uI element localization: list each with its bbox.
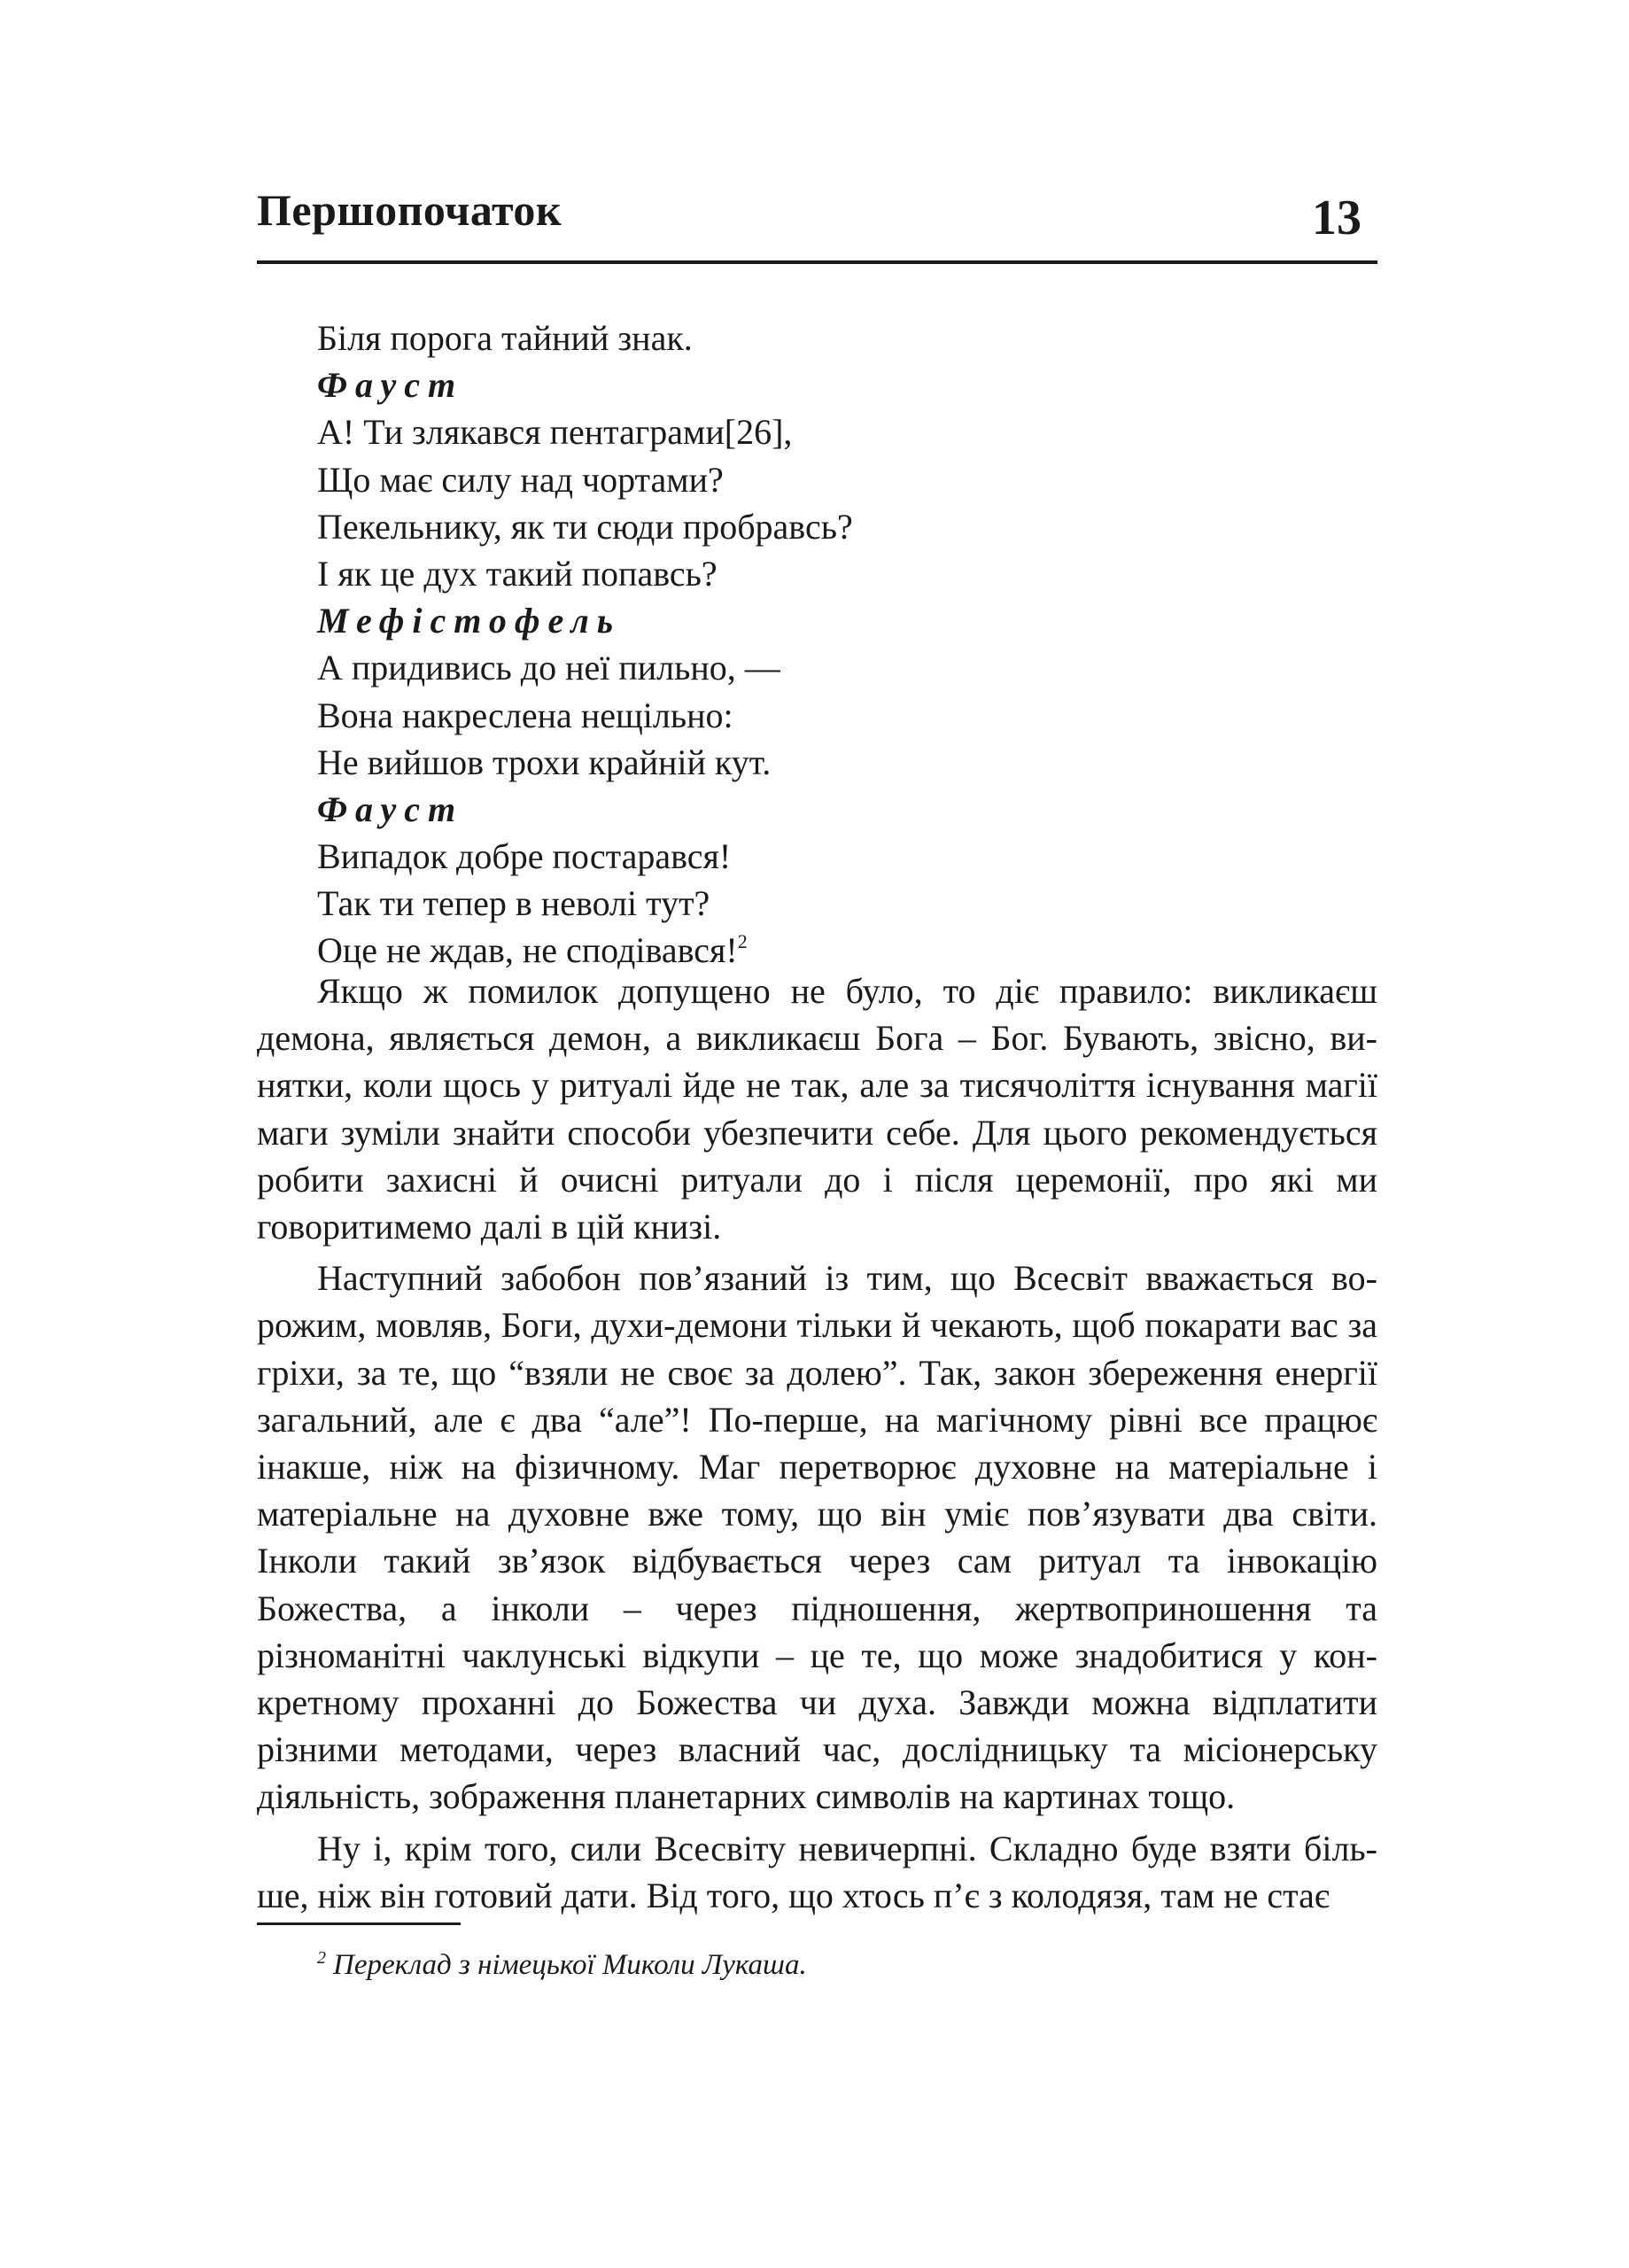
verse-line: Випадок добре постарався!: [317, 836, 732, 877]
footnote: [317, 1946, 1336, 1984]
verse-line: А придивись до неї пильно, —: [317, 648, 780, 688]
running-head: [257, 177, 1377, 257]
verse-line: Що має силу над чортами?: [317, 459, 724, 500]
paragraph: Наступний забобон пов’язаний із тим, що Всесвіт вважається ворожим, мовляв, Боги, духи-демони тільки й чекають, щоб покарати вас за гріхи, за те, що “взяли не своє за долею”. Так, закон збереження енергії загальний, але є два “але”! По-перше, на магічному рівні все працює інакше, ніж на фізичному. Маг перетворює духовне на матеріальне і матеріальне на духовне вже тому, що він уміє пов’язувати два світи. Інколи такий зв’язок відбувається через сам ритуал та інвокацію Божества, а інколи – через підношення, жертвоприношення та різноманітні чаклунські відкупи – це те, що може знадобитися у конкретному проханні до Божества чи духа. Завжди можна відплатити різними методами, через власний час, дослідницьку та місіонерську діяльність, зображення планетарних символів на картинах тощо.: [257, 1258, 1377, 1817]
page-number: 13: [1312, 190, 1361, 245]
body-text: [257, 967, 1377, 1923]
verse-excerpt: [317, 315, 1336, 975]
footnote-rule: [257, 1922, 461, 1925]
paragraph: Якщо ж помилок допущено не було, то діє правило: викликаєш демона, являється демон, а викликаєш Бога – Бог. Бувають, звісно, винятки, коли щось у ритуалі йде не так, але за тисячоліття існування магії маги зуміли знайти способи убезпечити себе. Для цього рекомендується робити захисні й очисні ритуали до і після церемонії, про які ми говоритимемо далі в цій книзі.: [257, 971, 1377, 1247]
chapter-title: Першопочаток: [257, 185, 562, 235]
verse-line: Оце не ждав, не сподівався!$^2$: [317, 930, 748, 971]
speaker-name: Мефістофель: [317, 601, 622, 641]
verse-line: Не вийшов трохи крайній кут.: [317, 742, 772, 782]
speaker-name: Фауст: [317, 788, 464, 829]
verse-line: А! Ти злякався пентаграми[26],: [317, 412, 793, 453]
header-rule: [257, 260, 1377, 264]
verse-line: І як це дух такий попавсь?: [317, 553, 718, 594]
verse-line: Так ти тепер в неволі тут?: [317, 883, 710, 924]
speaker-name: Фауст: [317, 365, 464, 406]
footnote-text: Переклад з німецької Миколи Лукаша.: [333, 1949, 807, 1981]
footnote-reference: 2: [737, 930, 748, 953]
paragraph: Ну і, крім того, сили Всесвіту невичерпні. Складно буде взяти більше, ніж він готовий дати. Від того, що хтось п’є з колодязя, там не стає: [257, 1828, 1377, 1915]
verse-line: Біля порога тайний знак.: [317, 318, 693, 358]
footnote-number: 2: [317, 1948, 326, 1968]
verse-line: Вона накреслена нещільно:: [317, 695, 733, 735]
verse-line: Пекельнику, як ти сюди пробравсь?: [317, 506, 853, 547]
